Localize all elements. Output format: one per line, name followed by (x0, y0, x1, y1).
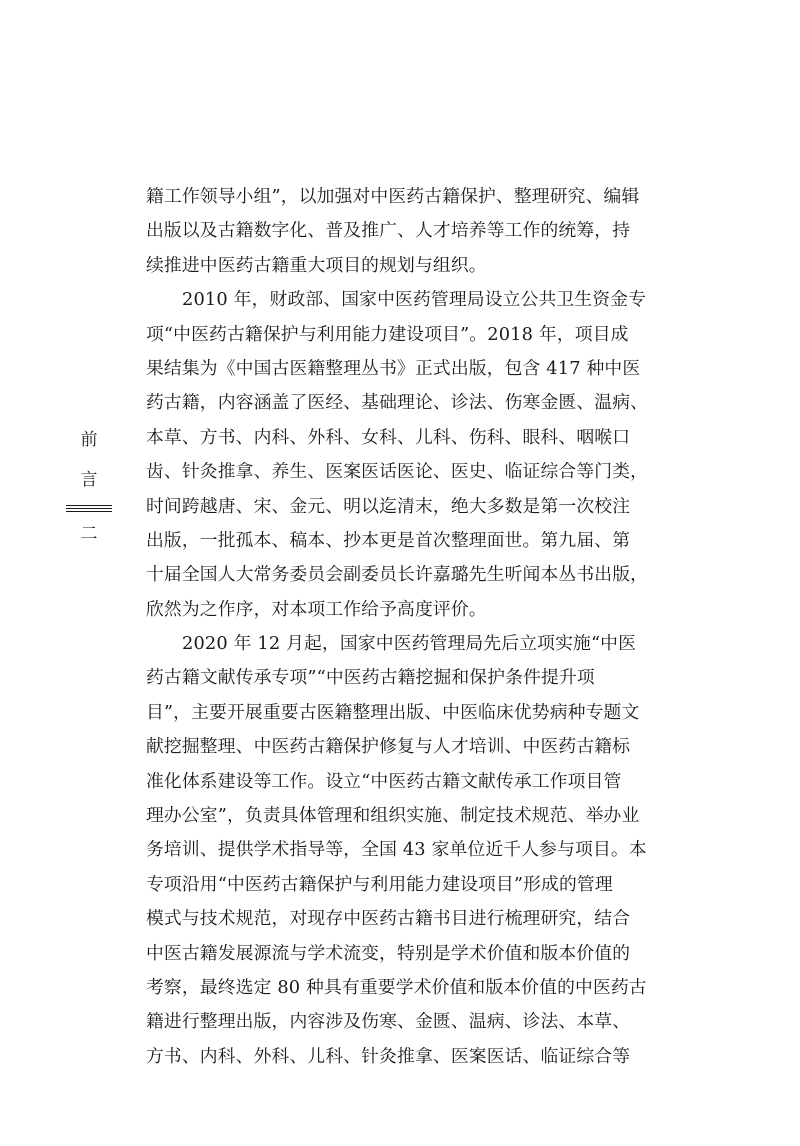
text-line: 理办公室”，负责具体管理和组织实施、制定技术规范、举办业 (146, 805, 640, 827)
body-text (146, 180, 660, 1074)
text-line: 续推进中医药古籍重大项目的规划与组织。 (146, 254, 487, 276)
text-line: 献挖掘整理、中医药古籍保护修复与人才培训、中医药古籍标 (146, 736, 631, 758)
text-line: 准化体系建设等工作。设立“中医药古籍文献传承工作项目管 (146, 770, 622, 792)
text-line: 2020 年 12 月起，国家中医药管理局先后立项实施“中医 (182, 633, 637, 655)
text-line: 时间跨越唐、宋、金元、明以迄清末，绝大多数是第一次校注 (146, 495, 631, 517)
header-rule-1 (66, 505, 112, 506)
text-line: 药古籍，内容涵盖了医经、基础理论、诊法、伤寒金匮、温病、 (146, 392, 649, 414)
header-rule-2 (66, 508, 112, 509)
text-line: 齿、针灸推拿、养生、医案医话医论、医史、临证综合等门类， (146, 461, 649, 483)
text-line: 欣然为之作序，对本项工作给予高度评价。 (146, 598, 487, 620)
text-line: 务培训、提供学术指导等，全国 43 家单位近千人参与项目。本 (146, 839, 647, 861)
text-line: 籍工作领导小组”，以加强对中医药古籍保护、整理研究、编辑 (146, 186, 640, 207)
text-line: 本草、方书、内科、外科、女科、儿科、伤科、眼科、咽喉口 (146, 426, 631, 448)
text-line: 果结集为《中国古医籍整理丛书》正式出版，包含 417 种中医 (146, 357, 641, 379)
text-line: 方书、内科、外科、儿科、针灸推拿、医案医话、临证综合等 (146, 1045, 631, 1067)
text-line: 模式与技术规范，对现存中医药古籍书目进行梳理研究，结合 (146, 908, 631, 930)
text-line: 考察，最终选定 80 种具有重要学术价值和版本价值的中医药古 (146, 976, 647, 998)
text-line: 目”，主要开展重要古医籍整理出版、中医临床优势病种专题文 (146, 701, 640, 723)
text-line: 出版，一批孤本、稿本、抄本更是首次整理面世。第九届、第 (146, 529, 631, 551)
header-rule-3 (66, 511, 112, 512)
text-line: 2010 年，财政部、国家中医药管理局设立公共卫生资金专 (182, 289, 647, 311)
text-line: 十届全国人大常务委员会副委员长许嘉璐先生听闻本丛书出版， (146, 564, 649, 586)
text-line: 籍进行整理出版，内容涉及伤寒、金匮、温病、诊法、本草、 (146, 1011, 631, 1033)
text-line: 中医古籍发展源流与学术流变，特别是学术价值和版本价值的 (146, 942, 631, 964)
section-title-char-1: 前 (80, 430, 98, 450)
page-number: 二 (80, 524, 98, 544)
section-title-char-2: 言 (80, 470, 98, 490)
text-line: 出版以及古籍数字化、普及推广、人才培养等工作的统筹，持 (146, 220, 631, 242)
text-line: 药古籍文献传承专项”“中医药古籍挖掘和保护条件提升项 (146, 667, 595, 689)
text-line: 项“中医药古籍保护与利用能力建设项目”。2018 年，项目成 (146, 323, 629, 345)
text-line: 专项沿用“中医药古籍保护与利用能力建设项目”形成的管理 (146, 873, 613, 895)
